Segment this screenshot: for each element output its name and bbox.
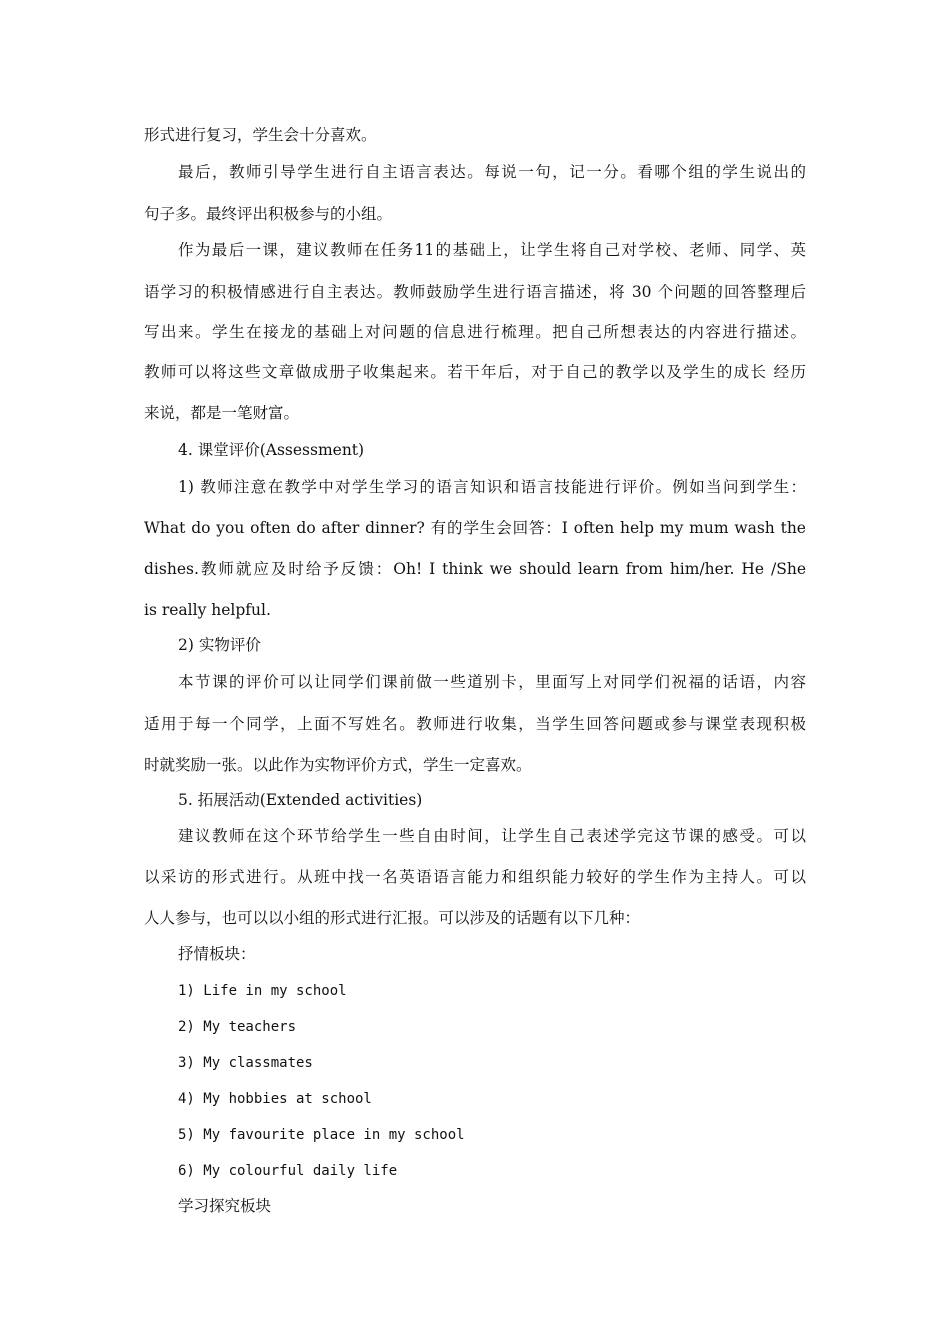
paragraph-line: 建议教师在这个环节给学生一些自由时间，让学生自己表述学完这节课的感受。可以: [178, 827, 806, 845]
paragraph-line: 语学习的积极情感进行自主表达。教师鼓励学生进行语言描述，将 30 个问题的回答整理后: [144, 283, 806, 301]
paragraph-line: 最后，教师引导学生进行自主语言表达。每说一句，记一分。看哪个组的学生说出的: [178, 163, 806, 181]
paragraph-line: 教师可以将这些文章做成册子收集起来。若干年后，对于自己的教学以及学生的成长 经历: [144, 363, 806, 381]
paragraph-line: 写出来。学生在接龙的基础上对问题的信息进行梳理。把自己所想表达的内容进行描述。: [144, 323, 806, 341]
paragraph-line: dishes.教师就应及时给予反馈：Oh! I think we should learn from him/her. He /She: [144, 560, 806, 578]
list-item: 4) My hobbies at school: [178, 1091, 372, 1107]
block-heading: 抒情板块：: [178, 945, 256, 963]
list-item: 6) My colourful daily life: [178, 1163, 398, 1179]
paragraph-line: 适用于每一个同学，上面不写姓名。教师进行收集，当学生回答问题或参与课堂表现积极: [144, 715, 806, 733]
section-heading: 4. 课堂评价(Assessment): [178, 441, 365, 459]
section-heading: 5. 拓展活动(Extended activities): [178, 791, 423, 809]
paragraph-line: 来说，都是一笔财富。: [144, 404, 300, 422]
list-item: 1) Life in my school: [178, 983, 347, 999]
list-item: 2) My teachers: [178, 1019, 297, 1035]
paragraph-line: 1) 教师注意在教学中对学生学习的语言知识和语言技能进行评价。例如当问到学生：: [178, 478, 806, 496]
paragraph-line: 时就奖励一张。以此作为实物评价方式，学生一定喜欢。: [144, 756, 532, 774]
paragraph-line: 作为最后一课，建议教师在任务11的基础上，让学生将自己对学校、老师、同学、英: [178, 241, 806, 259]
block-heading: 学习探究板块: [178, 1197, 272, 1215]
paragraph-line: 以采访的形式进行。从班中找一名英语语言能力和组织能力较好的学生作为主持人。可以: [144, 868, 806, 886]
paragraph-line: 句子多。最终评出积极参与的小组。: [144, 205, 393, 223]
paragraph-line: is really helpful.: [144, 601, 271, 619]
paragraph-line: What do you often do after dinner? 有的学生会回答：I often help my mum wash the: [144, 519, 806, 537]
paragraph-line: 形式进行复习，学生会十分喜欢。: [144, 126, 377, 144]
subsection-heading: 2) 实物评价: [178, 636, 261, 654]
list-item: 3) My classmates: [178, 1055, 313, 1071]
list-item: 5) My favourite place in my school: [178, 1127, 465, 1143]
paragraph-line: 人人参与，也可以以小组的形式进行汇报。可以涉及的话题有以下几种：: [144, 909, 641, 927]
paragraph-line: 本节课的评价可以让同学们课前做一些道别卡，里面写上对同学们祝福的话语，内容: [178, 673, 806, 691]
